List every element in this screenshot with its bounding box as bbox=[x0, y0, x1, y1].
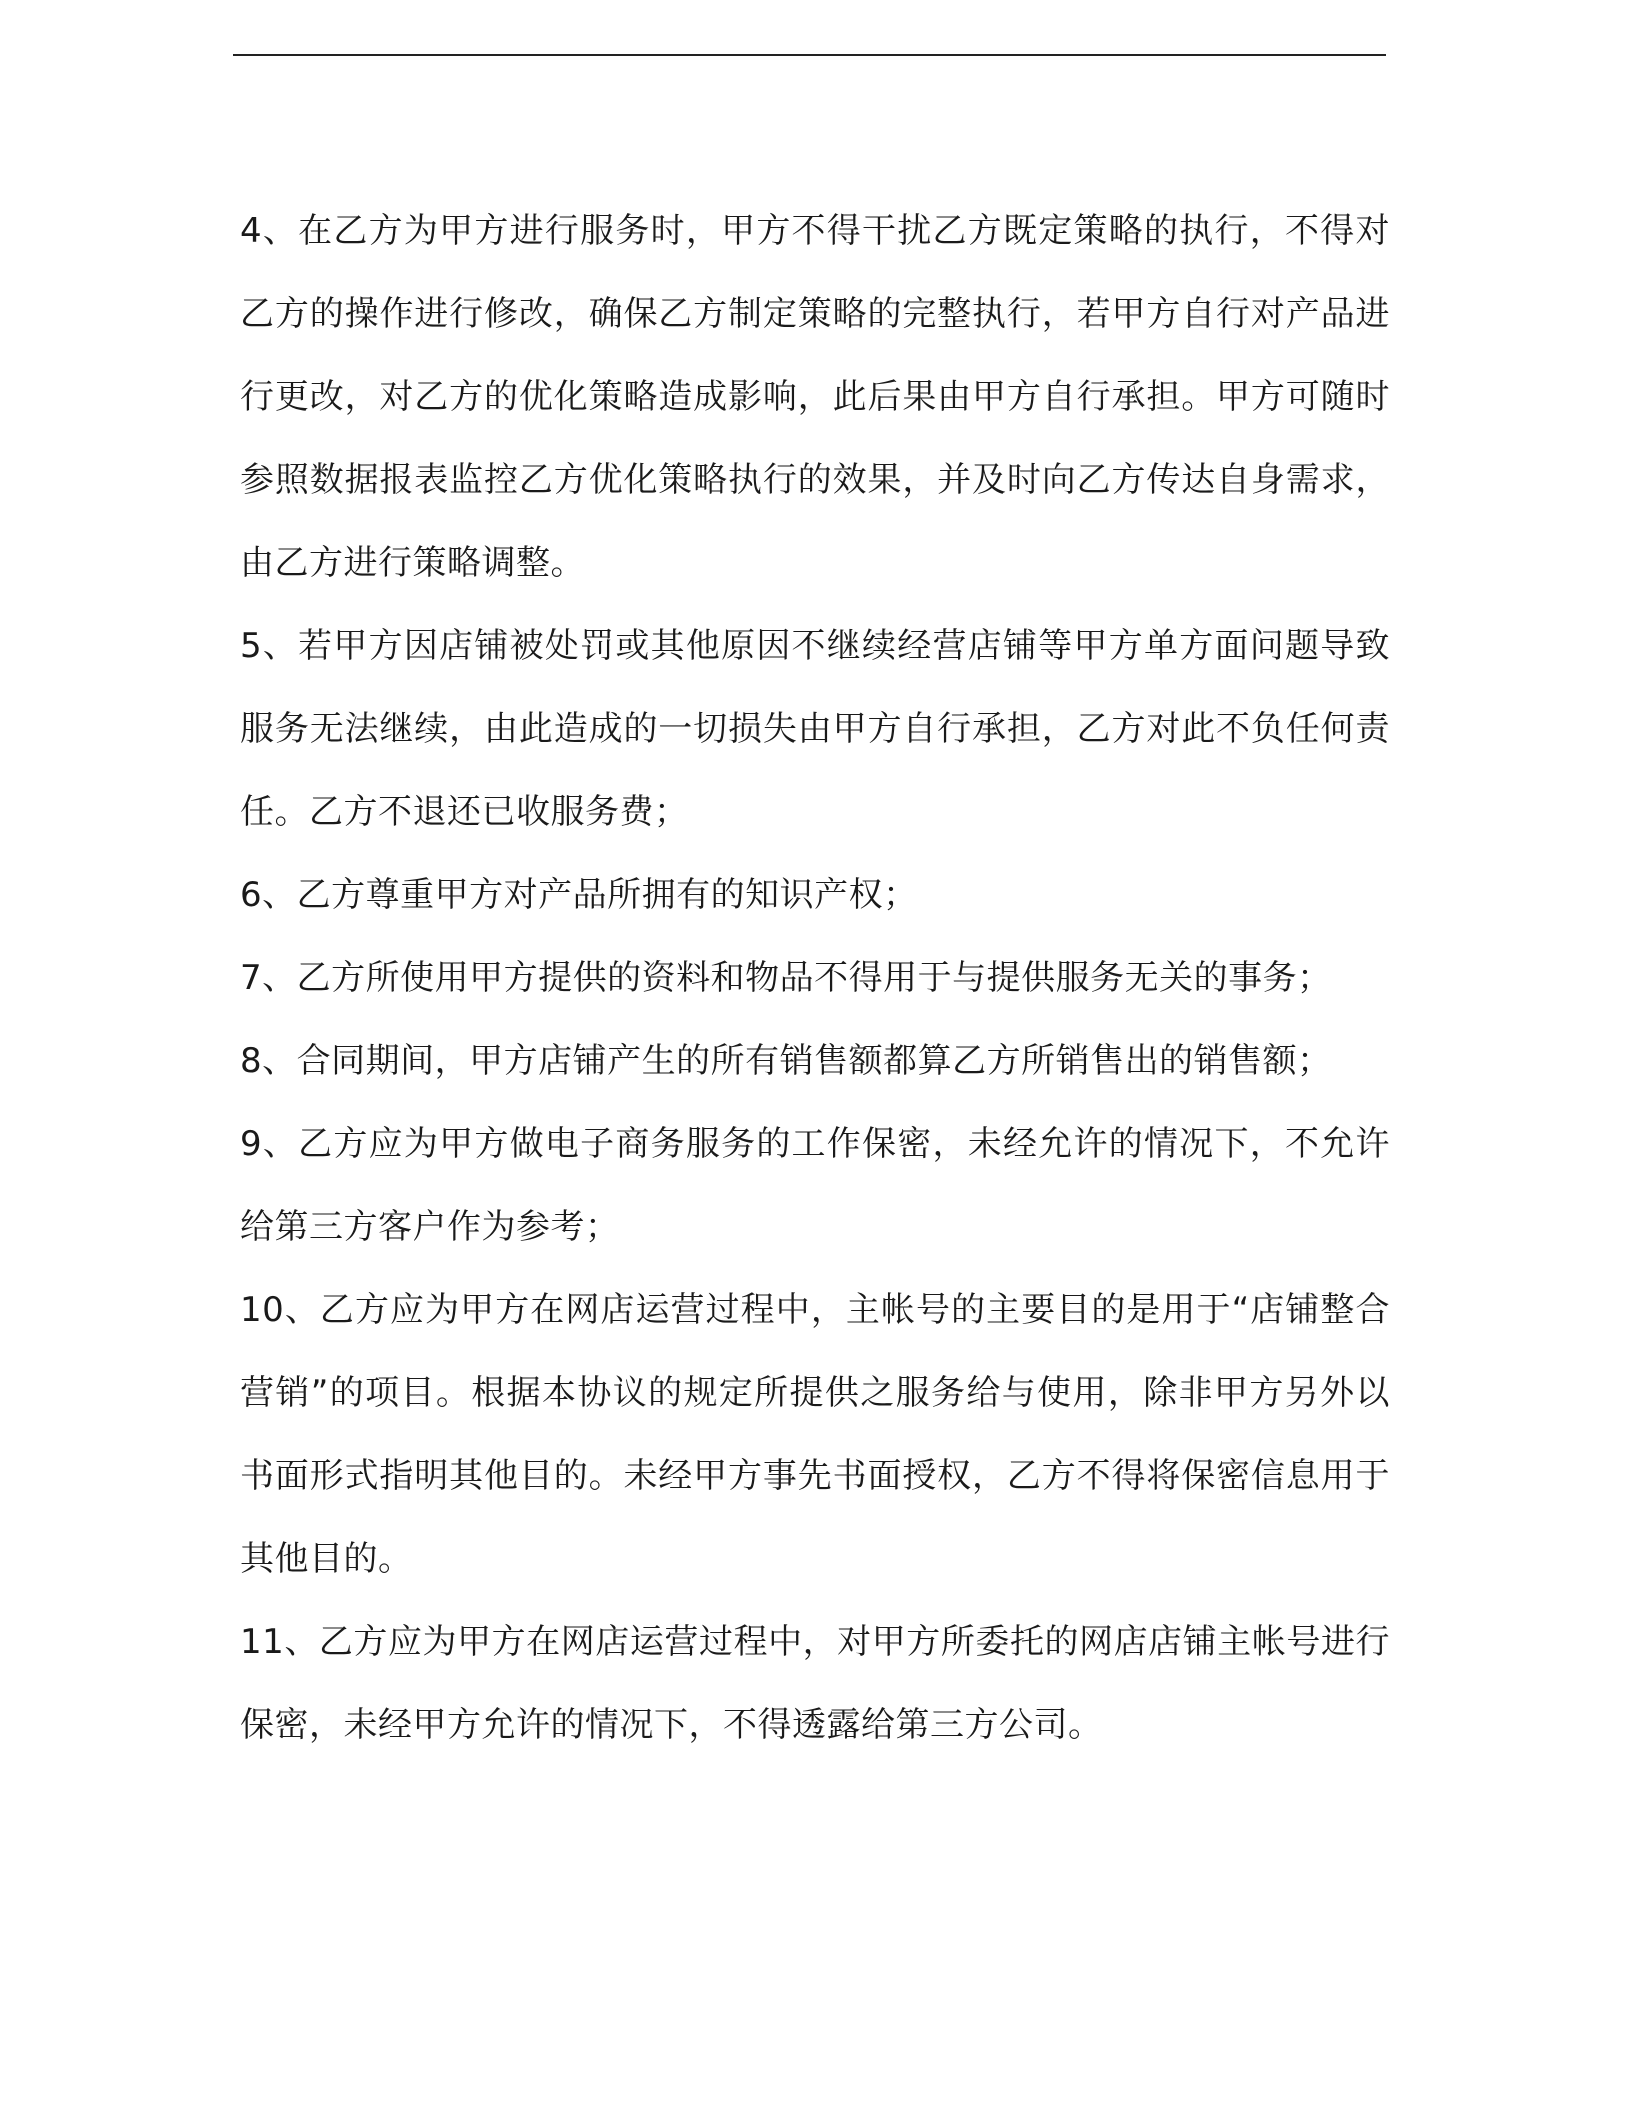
clause-6: 6、乙方尊重甲方对产品所拥有的知识产权； bbox=[240, 875, 918, 915]
header-rule bbox=[233, 54, 1386, 56]
clause-11: 11、乙方应为甲方在网店运营过程中，对甲方所委托的网店店铺主帐号进行保密，未经甲方允许的情况下，不得透露给第三方公司。 bbox=[240, 1622, 1390, 1745]
clause-10: 10、乙方应为甲方在网店运营过程中，主帐号的主要目的是用于“店铺整合营销”的项目。根据本协议的规定所提供之服务给与使用，除非甲方另外以书面形式指明其他目的。未经甲方事先书面授权，乙方不得将保密信息用于其他目的。 bbox=[240, 1290, 1390, 1579]
clause-7: 7、乙方所使用甲方提供的资料和物品不得用于与提供服务无关的事务； bbox=[240, 958, 1332, 998]
clause-5: 5、若甲方因店铺被处罚或其他原因不继续经营店铺等甲方单方面问题导致服务无法继续，由此造成的一切损失由甲方自行承担，乙方对此不负任何责任。乙方不退还已收服务费； bbox=[240, 626, 1390, 832]
clause-4: 4、在乙方为甲方进行服务时，甲方不得干扰乙方既定策略的执行，不得对乙方的操作进行修改，确保乙方制定策略的完整执行，若甲方自行对产品进行更改，对乙方的优化策略造成影响，此后果由甲方自行承担。甲方可随时参照数据报表监控乙方优化策略执行的效果，并及时向乙方传达自身需求，由乙方进行策略调整。 bbox=[240, 211, 1390, 583]
clause-list bbox=[240, 190, 1390, 1767]
clause-9: 9、乙方应为甲方做电子商务服务的工作保密，未经允许的情况下，不允许给第三方客户作为参考； bbox=[240, 1124, 1390, 1247]
clause-8: 8、合同期间，甲方店铺产生的所有销售额都算乙方所销售出的销售额； bbox=[240, 1041, 1332, 1081]
